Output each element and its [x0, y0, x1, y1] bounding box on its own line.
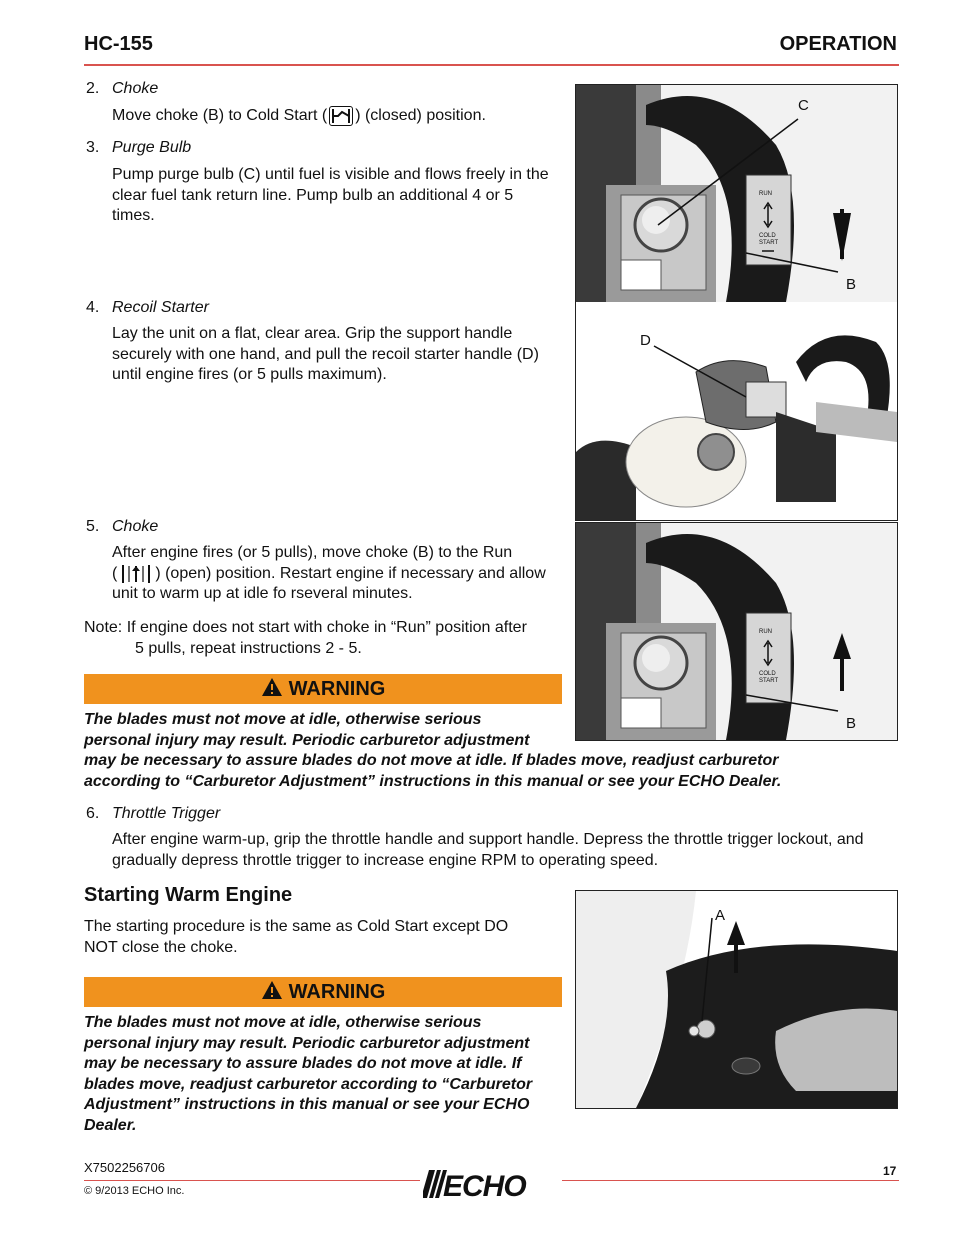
figure-throttle-lockout — [575, 890, 898, 1109]
step-6-title: Throttle Trigger — [112, 805, 221, 822]
step-4-text: Lay the unit on a flat, clear area. Grip the support handle securely with one hand, and pull the recoil starter handle (D) until engine fires (or 5 pulls maximum). — [112, 325, 539, 383]
carburetor-photo-1 — [576, 85, 897, 302]
figure-choke-run — [575, 522, 898, 741]
note: Note: If engine does not start with choke in “Run” position after 5 pulls, repeat instructions 2 - 5. — [84, 619, 527, 657]
warm-start-heading: Starting Warm Engine — [84, 884, 293, 906]
step-5-title: Choke — [112, 518, 159, 535]
echo-logo — [423, 1166, 559, 1202]
svg-text:COLD: COLD — [759, 233, 776, 239]
svg-text:COLD: COLD — [759, 671, 776, 677]
step-2-title: Choke — [112, 80, 159, 97]
warning-label-2: WARNING — [288, 980, 386, 1003]
part-number: X7502256706 — [84, 1160, 165, 1175]
label-b: B — [846, 715, 857, 732]
svg-text:START: START — [759, 678, 779, 684]
step-2-number: 2. — [86, 80, 100, 97]
section-title: OPERATION — [779, 33, 897, 55]
step-2-text: Move choke (B) to Cold Start ( ) (closed) position. — [112, 107, 486, 125]
step-5-text: After engine fires (or 5 pulls), move choke (B) to the Run ( ) (open) position. Restart engine if necessary and allow unit to warm up at idle fo rseveral minutes. — [112, 544, 546, 602]
model-title: HC-155 — [84, 33, 153, 55]
svg-text:ECHO: ECHO — [443, 1170, 526, 1202]
copyright: © 9/2013 ECHO Inc. — [84, 1185, 185, 1197]
handle-photo — [576, 891, 897, 1108]
carburetor-photo-2 — [576, 523, 897, 740]
warning-text-2: The blades must not move at idle, otherwise serious personal injury may result. Periodic carburetor adjustment may be necessary to assure blades do not move at idle. If blades move, readjust carburetor according to “Carburetor Adjustment” instructions in this manual or see your ECHO Dealer. — [84, 1014, 533, 1134]
figure-recoil-starter — [575, 302, 898, 521]
step-3-title: Purge Bulb — [112, 139, 192, 156]
warning-text-1: The blades must not move at idle, otherwise serious personal injury may result. Periodic carburetor adjustment may be necessary to assure blades do not move at idle. If blades move, readjust carburetor according to “Carburetor Adjustment” instructions in this manual or see your ECHO Dealer. — [84, 711, 782, 790]
svg-text:RUN: RUN — [759, 629, 772, 635]
choke-closed-icon — [329, 106, 353, 126]
warning-banner-2 — [84, 977, 562, 1007]
step-3-text: Pump purge bulb (C) until fuel is visible and flows freely in the clear fuel tank return line. Pump bulb an additional 4 or 5 times. — [112, 166, 549, 224]
page-number: 17 — [883, 1164, 897, 1178]
svg-text:START: START — [759, 240, 779, 246]
figure-choke-cold-start — [575, 84, 898, 303]
footer-divider-left — [84, 1180, 420, 1181]
warning-banner-1 — [84, 674, 562, 704]
warning-triangle-icon — [261, 980, 283, 1005]
label-c: C — [798, 97, 809, 114]
engine-photo — [576, 302, 897, 520]
choke-open-icon — [119, 564, 153, 582]
step-3-number: 3. — [86, 139, 100, 156]
header-divider — [84, 64, 899, 66]
footer-divider-right — [562, 1180, 899, 1181]
label-b: B — [846, 276, 857, 293]
step-5-number: 5. — [86, 518, 100, 535]
step-6-text: After engine warm-up, grip the throttle handle and support handle. Depress the throttle trigger lockout, and gradually depress throttle trigger to increase engine RPM to operating speed. — [112, 831, 864, 869]
warning-triangle-icon — [261, 677, 283, 702]
step-4-number: 4. — [86, 299, 100, 316]
step-4-title: Recoil Starter — [112, 299, 209, 316]
label-d: D — [640, 332, 651, 349]
label-a: A — [715, 907, 726, 924]
warm-start-text: The starting procedure is the same as Cold Start except DO NOT close the choke. — [84, 918, 509, 956]
svg-text:RUN: RUN — [759, 191, 772, 197]
step-6-number: 6. — [86, 805, 100, 822]
warning-label-1: WARNING — [288, 677, 386, 700]
